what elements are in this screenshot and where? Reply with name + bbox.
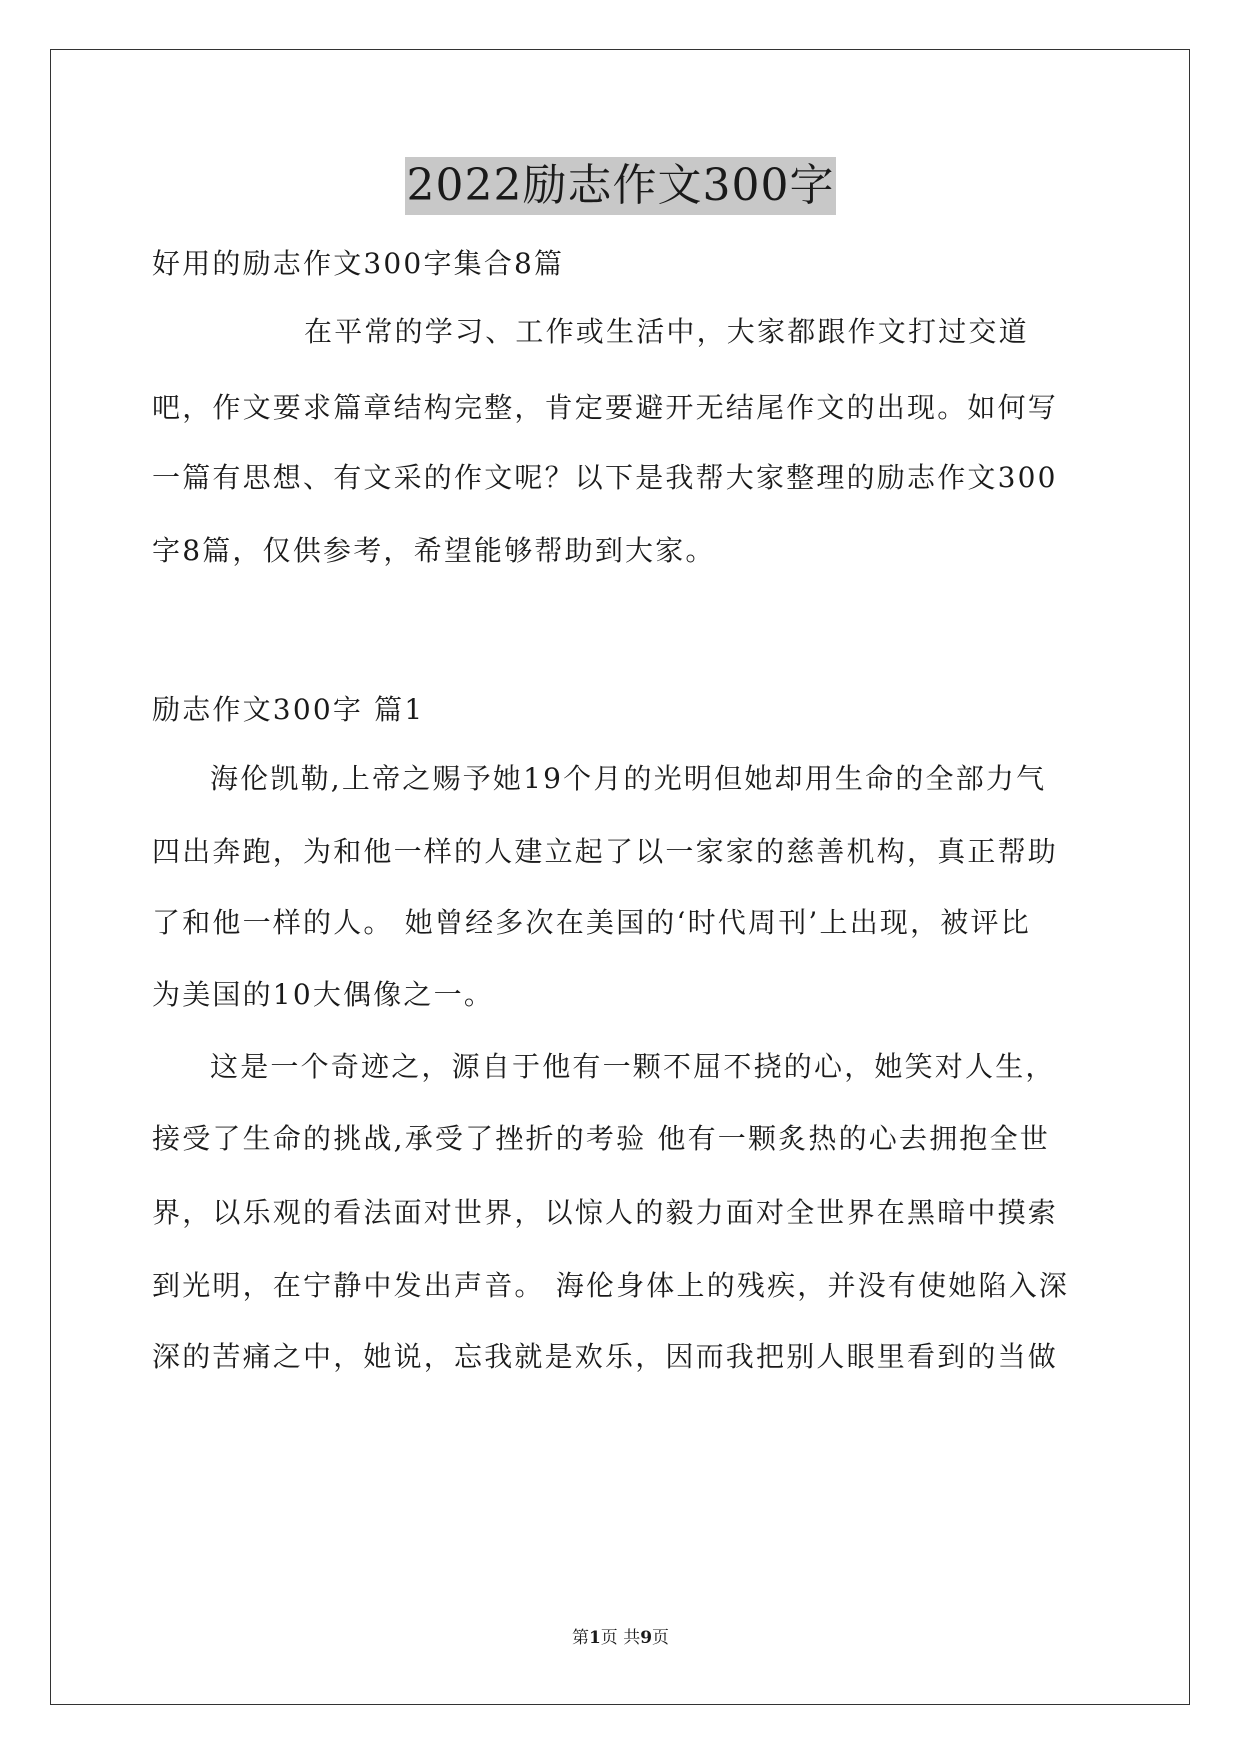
page-suffix: 页 <box>652 1628 670 1648</box>
intro-line-2: 吧，作文要求篇章结构完整，肯定要避开无结尾作文的出现。如何写 <box>152 391 1059 424</box>
subtitle: 好用的励志作文300字集合8篇 <box>152 247 565 280</box>
intro-line-1: 在平常的学习、工作或生活中，大家都跟作文打过交道 <box>304 315 1029 348</box>
page-prefix: 第 <box>571 1628 589 1648</box>
page-mid: 页 共 <box>600 1628 641 1648</box>
body-line-1: 海伦凯勒,上帝之赐予她19个月的光明但她却用生命的全部力气 <box>210 762 1047 795</box>
page-footer <box>0 1626 1241 1650</box>
body-line-4: 为美国的10大偶像之一。 <box>152 978 495 1011</box>
page-border <box>50 49 1190 1705</box>
body-line-6: 接受了生命的挑战,承受了挫折的考验 他有一颗炙热的心去拥抱全世 <box>152 1122 1051 1155</box>
body-line-3: 了和他一样的人。 她曾经多次在美国的‘时代周刊’上出现，被评比 <box>152 906 1031 939</box>
page-total: 9 <box>640 1628 653 1648</box>
title-container <box>0 157 1241 215</box>
body-line-8: 到光明，在宁静中发出声音。 海伦身体上的残疾，并没有使她陷入深 <box>152 1269 1070 1302</box>
document-title: 2022励志作文300字 <box>405 157 837 215</box>
body-line-7: 界，以乐观的看法面对世界，以惊人的毅力面对全世界在黑暗中摸索 <box>152 1196 1059 1229</box>
intro-line-4: 字8篇，仅供参考，希望能够帮助到大家。 <box>152 534 716 567</box>
intro-line-3: 一篇有思想、有文采的作文呢？以下是我帮大家整理的励志作文300 <box>152 461 1058 494</box>
body-line-9: 深的苦痛之中，她说，忘我就是欢乐，因而我把别人眼里看到的当做 <box>152 1340 1059 1373</box>
section-heading: 励志作文300字 篇1 <box>152 693 425 726</box>
page-current: 1 <box>588 1628 601 1648</box>
body-line-5: 这是一个奇迹之，源自于他有一颗不屈不挠的心，她笑对人生， <box>210 1050 1056 1083</box>
body-line-2: 四出奔跑，为和他一样的人建立起了以一家家的慈善机构，真正帮助 <box>152 835 1059 868</box>
